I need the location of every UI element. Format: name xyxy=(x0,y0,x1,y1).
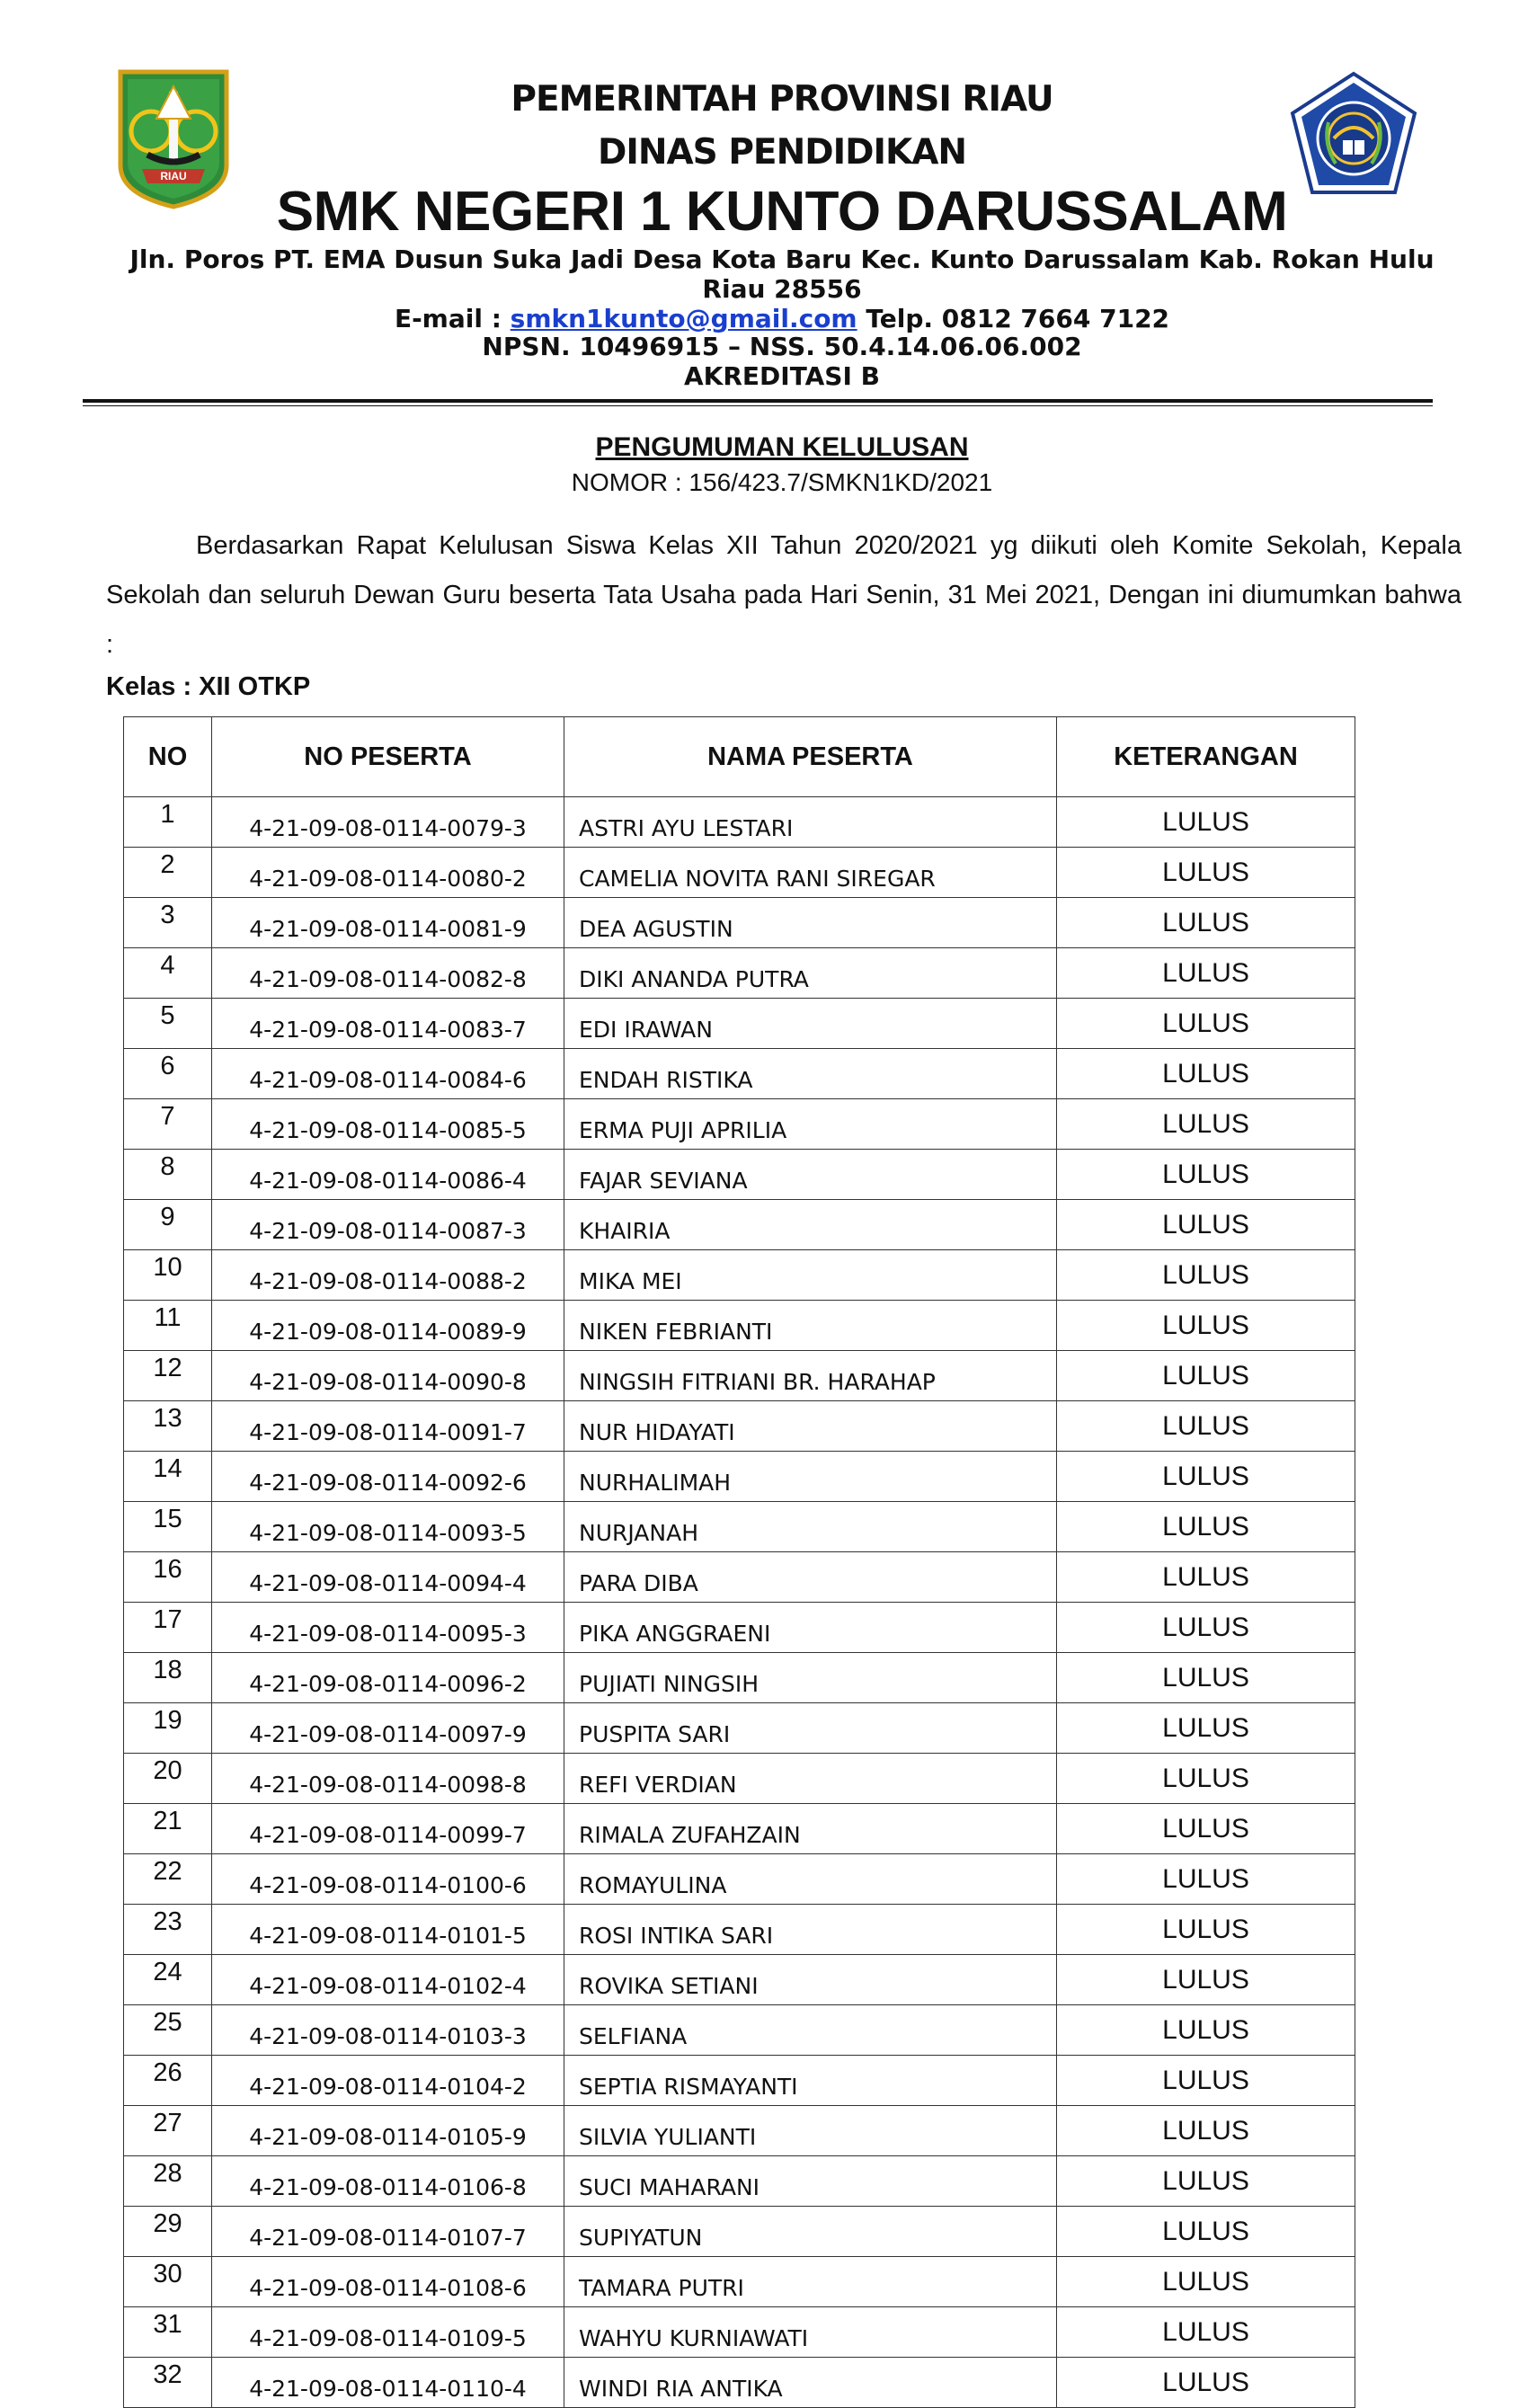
cell-no-peserta: 4-21-09-08-0114-0088-2 xyxy=(212,1250,564,1301)
cell-nama-peserta: FAJAR SEVIANA xyxy=(564,1150,1057,1200)
cell-no: 25 xyxy=(124,2005,212,2056)
cell-keterangan: LULUS xyxy=(1057,999,1355,1049)
cell-nama-peserta: ROMAYULINA xyxy=(564,1854,1057,1905)
cell-no-peserta: 4-21-09-08-0114-0106-8 xyxy=(212,2156,564,2207)
cell-no: 12 xyxy=(124,1351,212,1401)
cell-no-peserta: 4-21-09-08-0114-0101-5 xyxy=(212,1905,564,1955)
cell-no-peserta: 4-21-09-08-0114-0084-6 xyxy=(212,1049,564,1099)
cell-no-peserta: 4-21-09-08-0114-0098-8 xyxy=(212,1754,564,1804)
cell-no: 6 xyxy=(124,1049,212,1099)
cell-no-peserta: 4-21-09-08-0114-0099-7 xyxy=(212,1804,564,1854)
table-row xyxy=(124,1955,1355,2005)
cell-nama-peserta: TAMARA PUTRI xyxy=(564,2257,1057,2307)
cell-nama-peserta: SUPIYATUN xyxy=(564,2207,1057,2257)
department-title: DINAS PENDIDIKAN xyxy=(597,132,967,173)
cell-no-peserta: 4-21-09-08-0114-0102-4 xyxy=(212,1955,564,2005)
cell-no: 30 xyxy=(124,2257,212,2307)
table-header-row xyxy=(124,717,1355,797)
cell-no-peserta: 4-21-09-08-0114-0091-7 xyxy=(212,1401,564,1452)
cell-nama-peserta: SILVIA YULIANTI xyxy=(564,2106,1057,2156)
cell-no-peserta: 4-21-09-08-0114-0082-8 xyxy=(212,948,564,999)
cell-no: 32 xyxy=(124,2358,212,2408)
cell-keterangan: LULUS xyxy=(1057,1854,1355,1905)
cell-nama-peserta: CAMELIA NOVITA RANI SIREGAR xyxy=(564,848,1057,898)
cell-no-peserta: 4-21-09-08-0114-0100-6 xyxy=(212,1854,564,1905)
cell-keterangan: LULUS xyxy=(1057,1703,1355,1754)
graduation-table xyxy=(123,716,1355,2408)
cell-no-peserta: 4-21-09-08-0114-0108-6 xyxy=(212,2257,564,2307)
cell-keterangan: LULUS xyxy=(1057,1804,1355,1854)
school-address: Jln. Poros PT. EMA Dusun Suka Jadi Desa Kota Baru Kec. Kunto Darussalam Kab. Rokan Hulu xyxy=(129,244,1435,274)
cell-no: 20 xyxy=(124,1754,212,1804)
table-row xyxy=(124,2005,1355,2056)
cell-no: 27 xyxy=(124,2106,212,2156)
table-row xyxy=(124,2056,1355,2106)
class-label: Kelas : XII OTKP xyxy=(106,672,311,701)
header-divider-thin xyxy=(83,405,1433,406)
cell-no-peserta: 4-21-09-08-0114-0089-9 xyxy=(212,1301,564,1351)
cell-nama-peserta: PARA DIBA xyxy=(564,1552,1057,1603)
cell-no: 18 xyxy=(124,1653,212,1703)
cell-keterangan: LULUS xyxy=(1057,948,1355,999)
table-row xyxy=(124,1250,1355,1301)
header-keterangan: KETERANGAN xyxy=(1057,717,1355,797)
cell-keterangan: LULUS xyxy=(1057,2358,1355,2408)
cell-no: 31 xyxy=(124,2307,212,2358)
cell-nama-peserta: DIKI ANANDA PUTRA xyxy=(564,948,1057,999)
cell-no: 19 xyxy=(124,1703,212,1754)
cell-no-peserta: 4-21-09-08-0114-0087-3 xyxy=(212,1200,564,1250)
cell-nama-peserta: ERMA PUJI APRILIA xyxy=(564,1099,1057,1150)
cell-keterangan: LULUS xyxy=(1057,1552,1355,1603)
school-address-city: Riau 28556 xyxy=(702,274,862,304)
table-row xyxy=(124,2106,1355,2156)
cell-no-peserta: 4-21-09-08-0114-0103-3 xyxy=(212,2005,564,2056)
table-row xyxy=(124,1754,1355,1804)
cell-no: 5 xyxy=(124,999,212,1049)
cell-no-peserta: 4-21-09-08-0114-0083-7 xyxy=(212,999,564,1049)
cell-no: 4 xyxy=(124,948,212,999)
cell-keterangan: LULUS xyxy=(1057,1603,1355,1653)
cell-nama-peserta: MIKA MEI xyxy=(564,1250,1057,1301)
cell-nama-peserta: PUSPITA SARI xyxy=(564,1703,1057,1754)
cell-keterangan: LULUS xyxy=(1057,1099,1355,1150)
cell-nama-peserta: EDI IRAWAN xyxy=(564,999,1057,1049)
table-row xyxy=(124,2207,1355,2257)
cell-no-peserta: 4-21-09-08-0114-0093-5 xyxy=(212,1502,564,1552)
table-row xyxy=(124,797,1355,848)
phone-number: Telp. 0812 7664 7122 xyxy=(866,304,1170,333)
cell-no: 3 xyxy=(124,898,212,948)
cell-no-peserta: 4-21-09-08-0114-0109-5 xyxy=(212,2307,564,2358)
header-no-peserta: NO PESERTA xyxy=(212,717,564,797)
announcement-number: NOMOR : 156/423.7/SMKN1KD/2021 xyxy=(571,468,993,496)
cell-nama-peserta: KHAIRIA xyxy=(564,1200,1057,1250)
cell-keterangan: LULUS xyxy=(1057,1049,1355,1099)
cell-no-peserta: 4-21-09-08-0114-0092-6 xyxy=(212,1452,564,1502)
cell-keterangan: LULUS xyxy=(1057,1452,1355,1502)
cell-keterangan: LULUS xyxy=(1057,2307,1355,2358)
npsn-nss: NPSN. 10496915 – NSS. 50.4.14.06.06.002 xyxy=(482,332,1082,361)
cell-no: 24 xyxy=(124,1955,212,2005)
cell-nama-peserta: ASTRI AYU LESTARI xyxy=(564,797,1057,848)
cell-no: 28 xyxy=(124,2156,212,2207)
cell-nama-peserta: SUCI MAHARANI xyxy=(564,2156,1057,2207)
table-row xyxy=(124,1351,1355,1401)
cell-nama-peserta: PUJIATI NINGSIH xyxy=(564,1653,1057,1703)
table-row xyxy=(124,1653,1355,1703)
table-row xyxy=(124,1049,1355,1099)
table-row xyxy=(124,1703,1355,1754)
cell-keterangan: LULUS xyxy=(1057,1502,1355,1552)
cell-no: 7 xyxy=(124,1099,212,1150)
cell-keterangan: LULUS xyxy=(1057,2257,1355,2307)
email-label: E-mail : xyxy=(394,304,502,333)
table-row xyxy=(124,898,1355,948)
cell-no-peserta: 4-21-09-08-0114-0085-5 xyxy=(212,1099,564,1150)
cell-keterangan: LULUS xyxy=(1057,1150,1355,1200)
cell-no: 26 xyxy=(124,2056,212,2106)
cell-no: 17 xyxy=(124,1603,212,1653)
cell-nama-peserta: NURJANAH xyxy=(564,1502,1057,1552)
cell-nama-peserta: NINGSIH FITRIANI BR. HARAHAP xyxy=(564,1351,1057,1401)
table-row xyxy=(124,1854,1355,1905)
cell-keterangan: LULUS xyxy=(1057,2056,1355,2106)
cell-nama-peserta: ENDAH RISTIKA xyxy=(564,1049,1057,1099)
cell-nama-peserta: NIKEN FEBRIANTI xyxy=(564,1301,1057,1351)
cell-keterangan: LULUS xyxy=(1057,2106,1355,2156)
cell-no: 21 xyxy=(124,1804,212,1854)
announcement-title: PENGUMUMAN KELULUSAN xyxy=(595,432,969,462)
table-row xyxy=(124,1502,1355,1552)
table-row xyxy=(124,2307,1355,2358)
contact-line xyxy=(0,304,1528,333)
cell-nama-peserta: PIKA ANGGRAENI xyxy=(564,1603,1057,1653)
cell-no-peserta: 4-21-09-08-0114-0107-7 xyxy=(212,2207,564,2257)
table-row xyxy=(124,2156,1355,2207)
cell-no: 13 xyxy=(124,1401,212,1452)
cell-no: 1 xyxy=(124,797,212,848)
cell-nama-peserta: REFI VERDIAN xyxy=(564,1754,1057,1804)
cell-no: 22 xyxy=(124,1854,212,1905)
table-row xyxy=(124,1150,1355,1200)
table-row xyxy=(124,2358,1355,2408)
header-nama-peserta: NAMA PESERTA xyxy=(564,717,1057,797)
announcement-paragraph: Berdasarkan Rapat Kelulusan Siswa Kelas XII Tahun 2020/2021 yg diikuti oleh Komite Sekolah, Kepala Sekolah dan seluruh Dewan Guru beserta Tata Usaha pada Hari Senin, 31 Mei 2021, Dengan ini diumumkan bahwa : xyxy=(106,531,1461,659)
table-row xyxy=(124,1905,1355,1955)
cell-keterangan: LULUS xyxy=(1057,1351,1355,1401)
cell-no-peserta: 4-21-09-08-0114-0094-4 xyxy=(212,1552,564,1603)
cell-keterangan: LULUS xyxy=(1057,1905,1355,1955)
cell-nama-peserta: RIMALA ZUFAHZAIN xyxy=(564,1804,1057,1854)
cell-no: 11 xyxy=(124,1301,212,1351)
cell-keterangan: LULUS xyxy=(1057,2156,1355,2207)
cell-keterangan: LULUS xyxy=(1057,1200,1355,1250)
table-row xyxy=(124,1603,1355,1653)
cell-no: 29 xyxy=(124,2207,212,2257)
cell-nama-peserta: WAHYU KURNIAWATI xyxy=(564,2307,1057,2358)
cell-no-peserta: 4-21-09-08-0114-0110-4 xyxy=(212,2358,564,2408)
cell-nama-peserta: DEA AGUSTIN xyxy=(564,898,1057,948)
cell-keterangan: LULUS xyxy=(1057,1955,1355,2005)
cell-no-peserta: 4-21-09-08-0114-0080-2 xyxy=(212,848,564,898)
cell-keterangan: LULUS xyxy=(1057,848,1355,898)
cell-keterangan: LULUS xyxy=(1057,1653,1355,1703)
cell-no: 23 xyxy=(124,1905,212,1955)
table-body xyxy=(124,797,1355,2408)
table-row xyxy=(124,2257,1355,2307)
email-link[interactable]: smkn1kunto@gmail.com xyxy=(510,304,857,333)
cell-no-peserta: 4-21-09-08-0114-0079-3 xyxy=(212,797,564,848)
cell-keterangan: LULUS xyxy=(1057,1401,1355,1452)
table-row xyxy=(124,1200,1355,1250)
table-row xyxy=(124,1099,1355,1150)
cell-nama-peserta: SEPTIA RISMAYANTI xyxy=(564,2056,1057,2106)
cell-no-peserta: 4-21-09-08-0114-0081-9 xyxy=(212,898,564,948)
table-row xyxy=(124,948,1355,999)
cell-nama-peserta: WINDI RIA ANTIKA xyxy=(564,2358,1057,2408)
cell-no-peserta: 4-21-09-08-0114-0097-9 xyxy=(212,1703,564,1754)
cell-nama-peserta: ROVIKA SETIANI xyxy=(564,1955,1057,2005)
cell-no-peserta: 4-21-09-08-0114-0090-8 xyxy=(212,1351,564,1401)
table-row xyxy=(124,1401,1355,1452)
cell-no-peserta: 4-21-09-08-0114-0095-3 xyxy=(212,1603,564,1653)
logo-ribbon-text: RIAU xyxy=(160,170,187,182)
cell-no: 2 xyxy=(124,848,212,898)
table-row xyxy=(124,999,1355,1049)
table-row xyxy=(124,1452,1355,1502)
cell-no: 10 xyxy=(124,1250,212,1301)
cell-no: 9 xyxy=(124,1200,212,1250)
table-row xyxy=(124,1301,1355,1351)
table-row xyxy=(124,848,1355,898)
cell-nama-peserta: ROSI INTIKA SARI xyxy=(564,1905,1057,1955)
cell-no-peserta: 4-21-09-08-0114-0105-9 xyxy=(212,2106,564,2156)
accreditation: AKREDITASI B xyxy=(684,361,880,391)
header-no: NO xyxy=(124,717,212,797)
table-row xyxy=(124,1804,1355,1854)
cell-no: 16 xyxy=(124,1552,212,1603)
cell-no-peserta: 4-21-09-08-0114-0096-2 xyxy=(212,1653,564,1703)
table-row xyxy=(124,1552,1355,1603)
cell-no-peserta: 4-21-09-08-0114-0086-4 xyxy=(212,1150,564,1200)
cell-no-peserta: 4-21-09-08-0114-0104-2 xyxy=(212,2056,564,2106)
header-divider-thick xyxy=(83,399,1433,403)
cell-keterangan: LULUS xyxy=(1057,898,1355,948)
cell-no: 15 xyxy=(124,1502,212,1552)
cell-keterangan: LULUS xyxy=(1057,2207,1355,2257)
cell-nama-peserta: NURHALIMAH xyxy=(564,1452,1057,1502)
cell-keterangan: LULUS xyxy=(1057,1754,1355,1804)
school-name: SMK NEGERI 1 KUNTO DARUSSALAM xyxy=(276,181,1288,243)
cell-keterangan: LULUS xyxy=(1057,2005,1355,2056)
cell-keterangan: LULUS xyxy=(1057,1250,1355,1301)
cell-keterangan: LULUS xyxy=(1057,797,1355,848)
cell-nama-peserta: SELFIANA xyxy=(564,2005,1057,2056)
cell-no: 14 xyxy=(124,1452,212,1502)
cell-nama-peserta: NUR HIDAYATI xyxy=(564,1401,1057,1452)
government-title: PEMERINTAH PROVINSI RIAU xyxy=(511,79,1053,120)
cell-keterangan: LULUS xyxy=(1057,1301,1355,1351)
cell-no: 8 xyxy=(124,1150,212,1200)
